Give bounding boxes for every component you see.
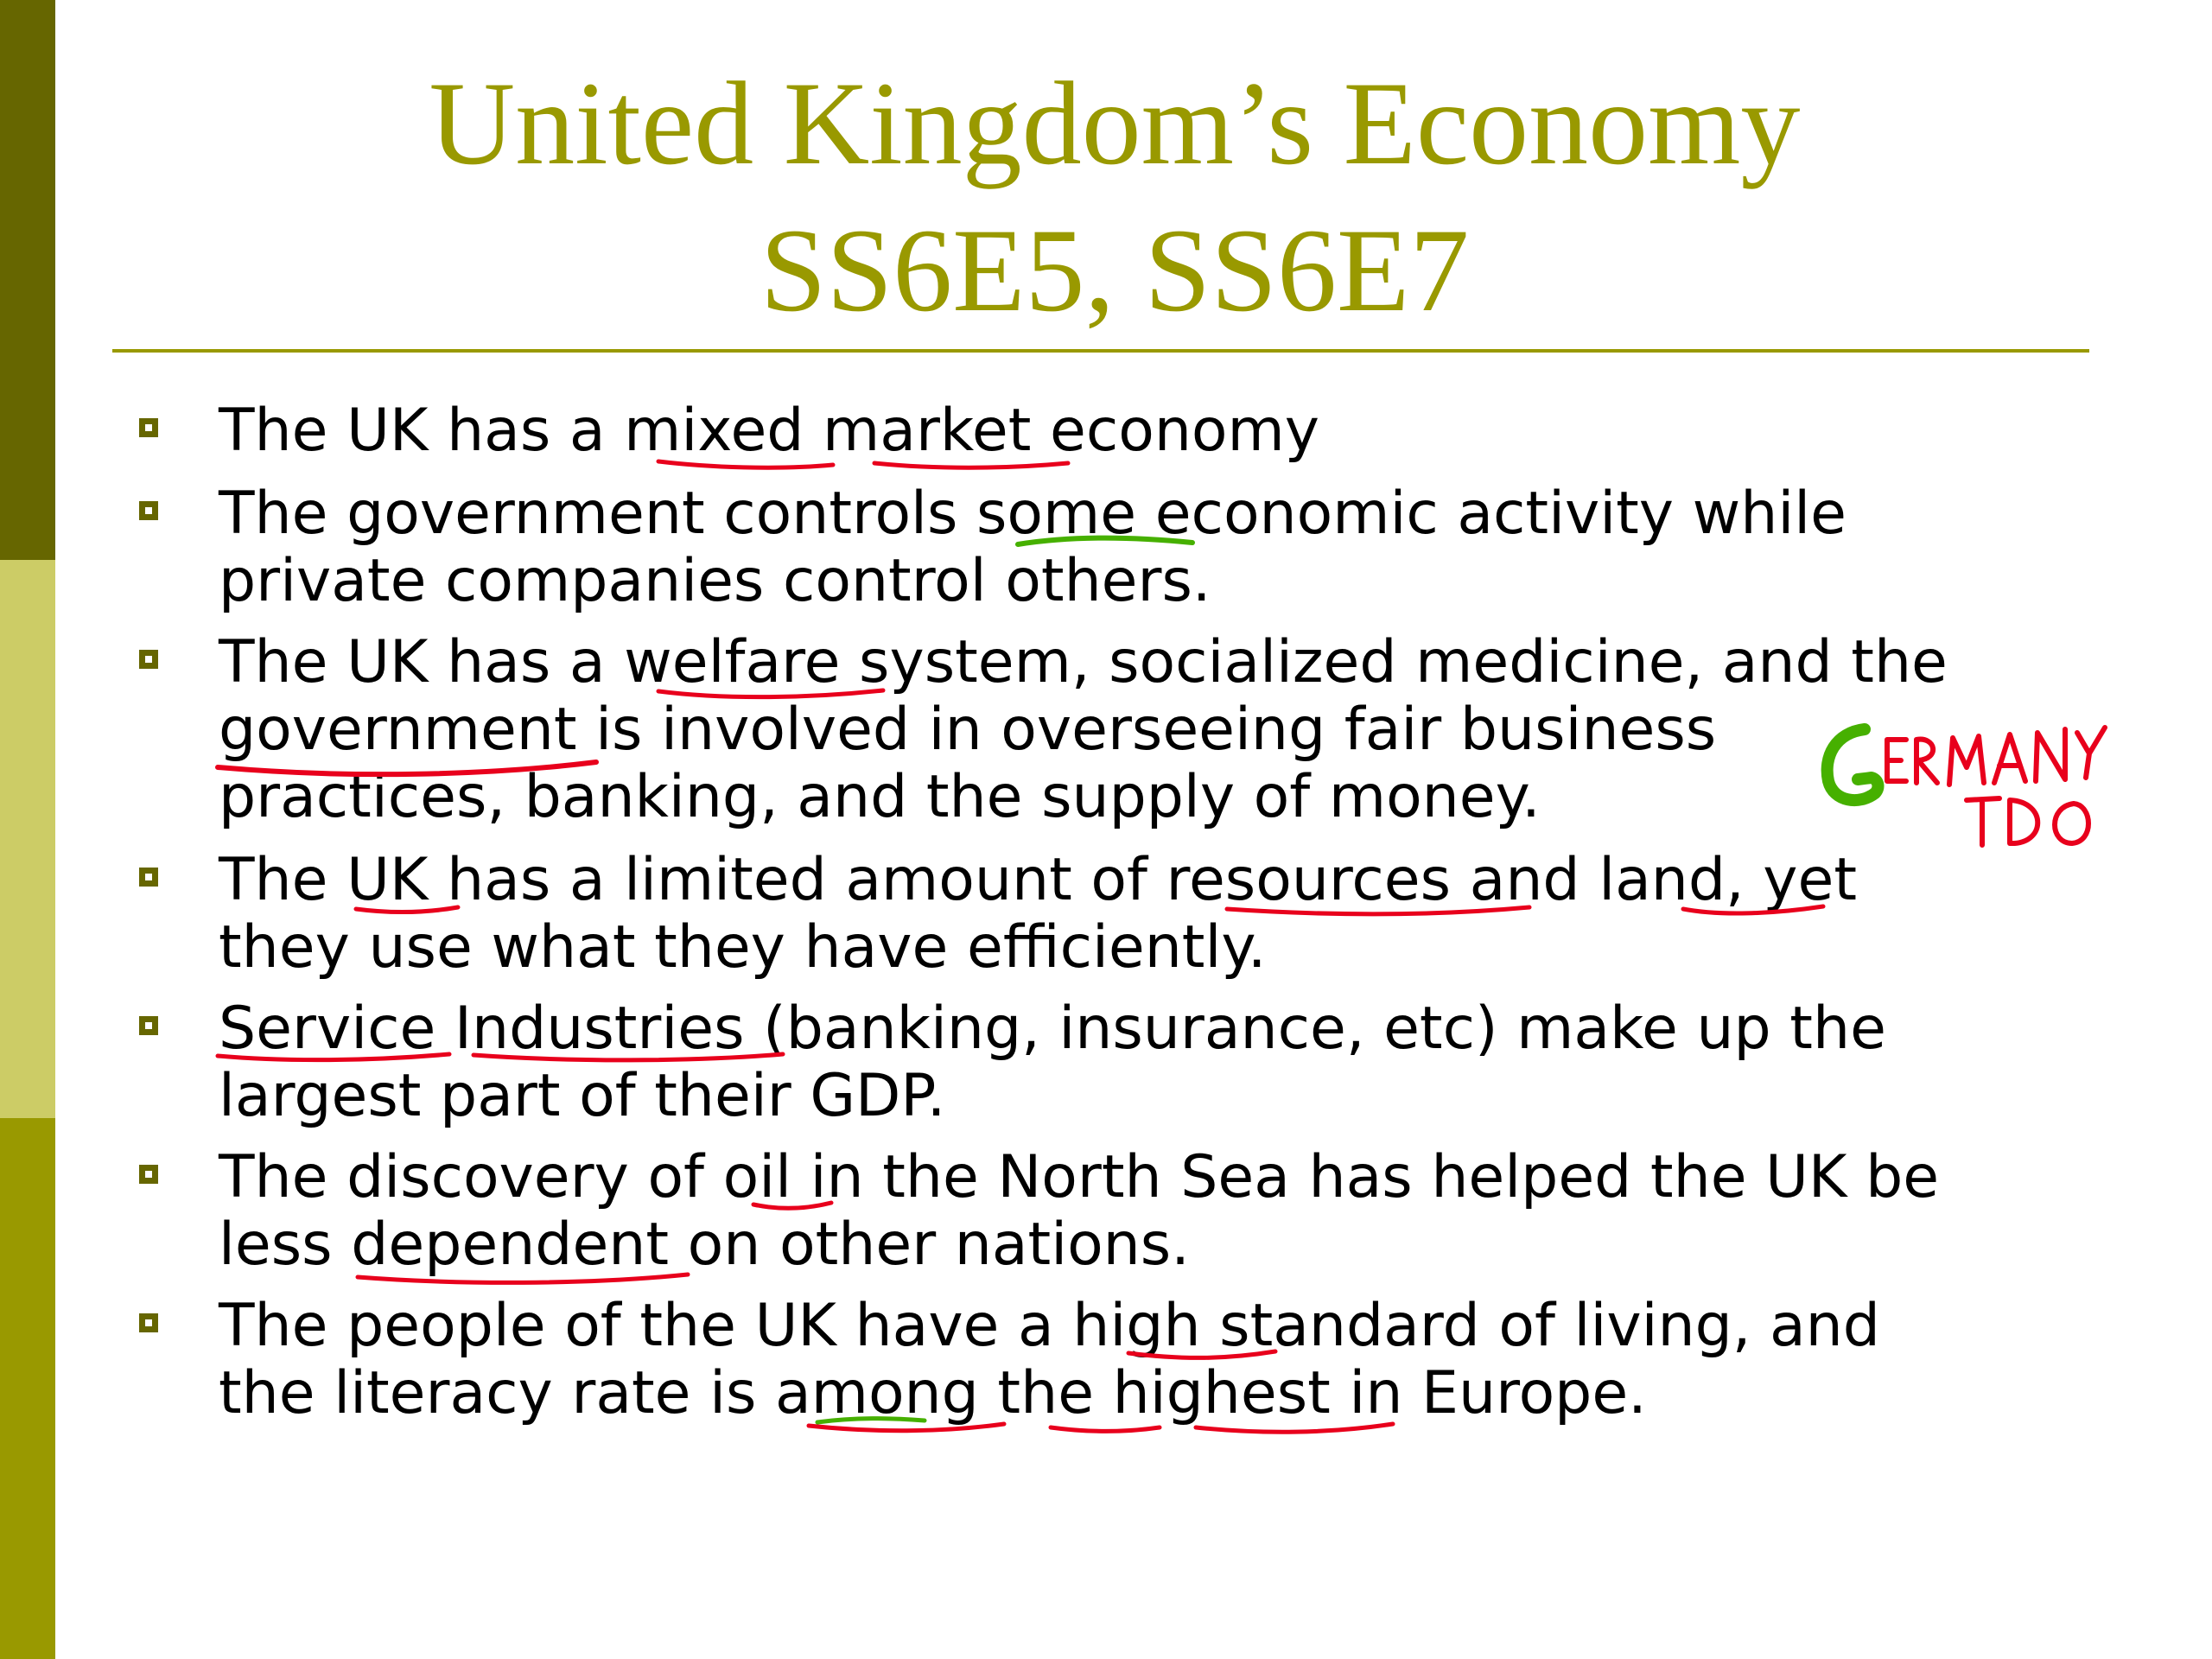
bullet-item	[219, 847, 2154, 982]
handwritten-note	[1815, 717, 2143, 855]
hollow-square-icon	[139, 1165, 158, 1184]
slide-title-line-2: SS6E5, SS6E7	[760, 204, 1470, 336]
bullet-text: The UK has a limited amount of resources and land, yet they use what they have efficiently.	[219, 846, 1857, 982]
hollow-square-icon	[139, 1016, 158, 1035]
hollow-square-icon	[139, 650, 158, 669]
bullet-text: The discovery of oil in the North Sea has helped the UK be less dependent on other nations.	[219, 1143, 1940, 1279]
bullet-text: The UK has a mixed market economy	[219, 397, 1320, 465]
bullet-item	[219, 995, 2154, 1130]
hollow-square-icon	[139, 1313, 158, 1332]
bullet-text: The UK has a welfare system, socialized medicine, and the government is involved in overseeing fair business practices, banking, and the supply of money.	[219, 628, 1948, 831]
hollow-square-icon	[139, 418, 158, 437]
hollow-square-icon	[139, 868, 158, 887]
bullet-item	[219, 1144, 2154, 1279]
bullet-text: Service Industries (banking, insurance, etc) make up the largest part of their GDP.	[219, 995, 1886, 1130]
handwritten-note-drawing	[1815, 717, 2143, 855]
bullet-item	[219, 397, 2154, 465]
bullet-text: The government controls some economic activity while private companies control others.	[219, 480, 1847, 615]
slide-title-line-1: United Kingdom’s Economy	[429, 57, 1801, 189]
hollow-square-icon	[139, 501, 158, 520]
bullet-item	[219, 1293, 2154, 1427]
bullet-item	[219, 480, 2154, 615]
bullet-text: The people of the UK have a high standard of living, and the literacy rate is among the highest in Europe.	[219, 1292, 1880, 1427]
